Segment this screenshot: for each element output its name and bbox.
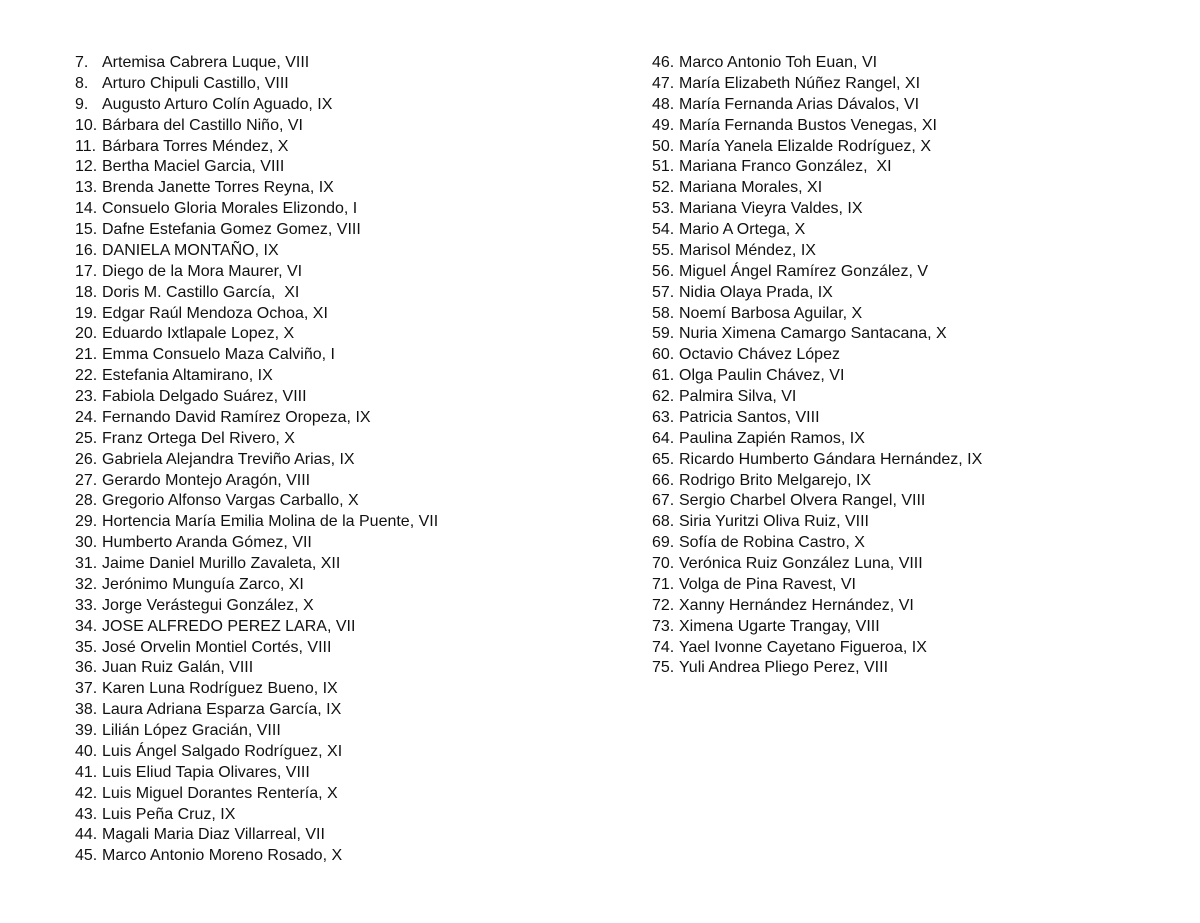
list-item (652, 491, 1172, 512)
list-item-number: 61. (652, 367, 675, 385)
list-item (75, 95, 615, 116)
list-item-name: Consuelo Gloria Morales Elizondo, I (102, 200, 358, 218)
list-item-number: 43. (75, 805, 98, 823)
list-item (75, 554, 615, 575)
list-item-number: 38. (75, 701, 98, 719)
list-item-name: Brenda Janette Torres Reyna, IX (102, 179, 334, 197)
list-item-number: 51. (652, 158, 675, 176)
list-item-name: Estefania Altamirano, IX (102, 367, 273, 385)
list-item (75, 74, 615, 95)
list-item-number: 19. (75, 304, 98, 322)
list-item-name: Humberto Aranda Gómez, VII (102, 534, 312, 552)
list-item-number: 31. (75, 555, 98, 572)
list-item-name: Juan Ruiz Galán, VIII (102, 659, 254, 677)
list-item-number: 65. (652, 450, 675, 468)
list-item (652, 658, 1172, 679)
list-item-name: Mariana Vieyra Valdes, IX (679, 200, 863, 218)
list-item-number: 36. (75, 659, 98, 677)
list-item-number: 26. (75, 450, 98, 468)
list-item-name: Olga Paulin Chávez, VI (679, 367, 845, 385)
list-item (652, 74, 1172, 95)
list-item-name: María Yanela Elizalde Rodríguez, X (679, 137, 931, 155)
list-item (652, 95, 1172, 116)
list-item-number: 62. (652, 388, 675, 405)
list-item-name: Hortencia María Emilia Molina de la Puente, VII (102, 513, 439, 531)
list-item-number: 20. (75, 325, 98, 343)
list-item-name: DANIELA MONTAÑO, IX (102, 241, 279, 259)
list-item-name: Marisol Méndez, IX (679, 241, 816, 259)
list-item (75, 262, 615, 283)
list-item-number: 23. (75, 388, 98, 405)
list-item (75, 324, 615, 345)
list-item-name: Luis Eliud Tapia Olivares, VIII (102, 763, 310, 781)
list-item-number: 73. (652, 617, 675, 635)
list-item-number: 12. (75, 158, 98, 176)
list-item-name: Nidia Olaya Prada, IX (679, 283, 833, 301)
list-item (75, 763, 615, 784)
list-item (75, 241, 615, 262)
list-item (75, 366, 615, 387)
list-item (75, 116, 615, 137)
list-item (652, 324, 1172, 345)
list-item (75, 700, 615, 721)
list-item-number: 63. (652, 408, 675, 426)
list-item-number: 27. (75, 471, 98, 489)
list-item-number: 11. (75, 137, 97, 155)
list-item-number: 53. (652, 200, 675, 218)
list-item-name: José Orvelin Montiel Cortés, VIII (102, 638, 332, 656)
list-item (75, 596, 615, 617)
list-item-name: Mariana Morales, XI (679, 179, 823, 197)
list-item-number: 71. (652, 575, 675, 593)
list-item-name: Magali Maria Diaz Villarreal, VII (102, 826, 325, 844)
list-item-name: Marco Antonio Moreno Rosado, X (102, 847, 343, 865)
list-item (652, 220, 1172, 241)
list-item (652, 283, 1172, 304)
list-item-name: Nuria Ximena Camargo Santacana, X (679, 325, 947, 343)
list-item-name: Jaime Daniel Murillo Zavaleta, XII (102, 555, 341, 572)
list-item-name: Eduardo Ixtlapale Lopez, X (102, 325, 295, 343)
list-item-name: Mariana Franco González, XI (679, 158, 892, 176)
list-item-number: 58. (652, 304, 675, 322)
list-item-number: 66. (652, 471, 675, 489)
list-item-name: María Elizabeth Núñez Rangel, XI (679, 74, 921, 92)
list-item (75, 658, 615, 679)
list-item-name: Emma Consuelo Maza Calviño, I (102, 346, 335, 364)
list-item-name: Doris M. Castillo García, XI (102, 283, 300, 301)
list-item (75, 283, 615, 304)
list-item-name: JOSE ALFREDO PEREZ LARA, VII (102, 617, 356, 635)
list-item (75, 345, 615, 366)
list-item-name: Miguel Ángel Ramírez González, V (679, 262, 928, 280)
list-item (652, 241, 1172, 262)
list-item-number: 72. (652, 596, 675, 614)
list-item (652, 554, 1172, 575)
list-item-name: Siria Yuritzi Oliva Ruiz, VIII (679, 513, 869, 531)
list-item-name: Octavio Chávez López (679, 346, 840, 364)
list-item-number: 9. (75, 95, 89, 113)
list-item-name: Jorge Verástegui González, X (102, 596, 314, 614)
list-item (75, 784, 615, 805)
list-item (652, 53, 1172, 74)
list-item (75, 721, 615, 742)
list-item-name: Fabiola Delgado Suárez, VIII (102, 388, 307, 405)
list-item-name: María Fernanda Arias Dávalos, VI (679, 95, 920, 113)
list-item-name: Mario A Ortega, X (679, 221, 806, 238)
list-item-name: Ricardo Humberto Gándara Hernández, IX (679, 450, 983, 468)
list-item-name: Artemisa Cabrera Luque, VIII (102, 54, 310, 71)
list-item (652, 387, 1172, 408)
list-item-number: 64. (652, 429, 675, 447)
list-item (652, 638, 1172, 659)
list-item (75, 742, 615, 763)
list-item-number: 48. (652, 95, 675, 113)
list-item (75, 512, 615, 533)
list-item-name: Sergio Charbel Olvera Rangel, VIII (679, 492, 926, 510)
list-item-name: Luis Peña Cruz, IX (102, 805, 236, 823)
list-item-name: Luis Miguel Dorantes Rentería, X (102, 784, 338, 802)
list-item-name: Luis Ángel Salgado Rodríguez, XI (102, 742, 343, 760)
list-item-name: Bertha Maciel Garcia, VIII (102, 158, 285, 176)
list-item-number: 33. (75, 596, 98, 614)
list-item-number: 46. (652, 54, 675, 71)
list-item-name: Edgar Raúl Mendoza Ochoa, XI (102, 304, 328, 322)
list-item-number: 47. (652, 74, 675, 92)
list-item (75, 429, 615, 450)
list-item-number: 54. (652, 221, 675, 238)
list-item-number: 34. (75, 617, 98, 635)
list-item-name: Diego de la Mora Maurer, VI (102, 262, 303, 280)
list-item (75, 638, 615, 659)
list-item (652, 199, 1172, 220)
list-item-number: 13. (75, 179, 98, 197)
list-item (652, 533, 1172, 554)
list-item (75, 471, 615, 492)
list-item-name: Augusto Arturo Colín Aguado, IX (102, 95, 333, 113)
list-item (652, 512, 1172, 533)
list-item (652, 408, 1172, 429)
list-item-number: 45. (75, 847, 98, 865)
list-item (75, 304, 615, 325)
list-item-number: 44. (75, 826, 98, 844)
list-item (75, 575, 615, 596)
list-item-name: María Fernanda Bustos Venegas, XI (679, 116, 937, 134)
list-item (75, 617, 615, 638)
list-item-name: Lilián López Gracián, VIII (102, 722, 281, 739)
list-item (652, 345, 1172, 366)
list-item-name: Marco Antonio Toh Euan, VI (679, 54, 878, 71)
list-item-number: 49. (652, 116, 675, 134)
list-item-number: 17. (75, 262, 98, 280)
list-item (75, 199, 615, 220)
list-item-name: Laura Adriana Esparza García, IX (102, 701, 342, 719)
list-item-number: 18. (75, 283, 98, 301)
list-item-number: 21. (75, 346, 98, 364)
list-item (652, 178, 1172, 199)
list-item (75, 387, 615, 408)
list-item (75, 178, 615, 199)
list-item-number: 50. (652, 137, 675, 155)
list-item (75, 137, 615, 158)
list-item (652, 262, 1172, 283)
list-item-number: 40. (75, 742, 98, 760)
list-item-number: 16. (75, 241, 98, 259)
list-item-name: Sofía de Robina Castro, X (679, 534, 865, 552)
list-item (652, 450, 1172, 471)
list-item-number: 28. (75, 492, 98, 510)
list-item (652, 157, 1172, 178)
list-item-name: Franz Ortega Del Rivero, X (102, 429, 295, 447)
list-item-name: Volga de Pina Ravest, VI (679, 575, 856, 593)
list-item-name: Gregorio Alfonso Vargas Carballo, X (102, 492, 359, 510)
list-item-name: Ximena Ugarte Trangay, VIII (679, 617, 880, 635)
list-item-number: 42. (75, 784, 98, 802)
list-item (652, 116, 1172, 137)
list-item-name: Verónica Ruiz González Luna, VIII (679, 555, 923, 572)
list-item (652, 429, 1172, 450)
list-item (652, 575, 1172, 596)
list-item-name: Yael Ivonne Cayetano Figueroa, IX (679, 638, 927, 656)
list-item (75, 679, 615, 700)
list-item-number: 55. (652, 241, 675, 259)
list-item-name: Palmira Silva, VI (679, 388, 797, 405)
list-item (652, 596, 1172, 617)
list-item (75, 491, 615, 512)
list-item-name: Dafne Estefania Gomez Gomez, VIII (102, 221, 361, 238)
list-item-name: Karen Luna Rodríguez Bueno, IX (102, 680, 338, 698)
list-item (652, 304, 1172, 325)
list-item (75, 408, 615, 429)
list-item (75, 157, 615, 178)
name-list-left-column (75, 53, 615, 867)
list-item (652, 137, 1172, 158)
list-item-number: 39. (75, 722, 98, 739)
list-item-name: Arturo Chipuli Castillo, VIII (102, 74, 289, 92)
list-item-number: 67. (652, 492, 675, 510)
list-item-name: Rodrigo Brito Melgarejo, IX (679, 471, 872, 489)
list-item-number: 52. (652, 179, 675, 197)
list-item-number: 30. (75, 534, 98, 552)
list-item-name: Paulina Zapién Ramos, IX (679, 429, 865, 447)
list-item-number: 70. (652, 555, 675, 572)
list-item (75, 450, 615, 471)
list-item-number: 41. (75, 763, 98, 781)
list-item-name: Jerónimo Munguía Zarco, XI (102, 575, 304, 593)
list-item-number: 37. (75, 680, 98, 698)
list-item-number: 59. (652, 325, 675, 343)
list-item-number: 10. (75, 116, 98, 134)
list-item (75, 825, 615, 846)
list-item-number: 32. (75, 575, 98, 593)
list-item-number: 74. (652, 638, 675, 656)
list-item-number: 69. (652, 534, 675, 552)
list-item-number: 56. (652, 262, 675, 280)
list-item (75, 220, 615, 241)
list-item (652, 366, 1172, 387)
list-item-number: 60. (652, 346, 675, 364)
list-item (652, 471, 1172, 492)
list-item-number: 29. (75, 513, 98, 531)
list-item-number: 68. (652, 513, 675, 531)
list-item-number: 25. (75, 429, 98, 447)
list-item (75, 846, 615, 867)
list-item-name: Noemí Barbosa Aguilar, X (679, 304, 863, 322)
list-item-name: Patricia Santos, VIII (679, 408, 820, 426)
list-item (75, 53, 615, 74)
list-item-name: Xanny Hernández Hernández, VI (679, 596, 914, 614)
list-item (652, 617, 1172, 638)
list-item-number: 24. (75, 408, 98, 426)
list-item-name: Yuli Andrea Pliego Perez, VIII (679, 659, 889, 677)
list-item-name: Bárbara Torres Méndez, X (102, 137, 289, 155)
list-item-number: 75. (652, 659, 675, 677)
list-item-number: 15. (75, 221, 98, 238)
list-item-number: 14. (75, 200, 98, 218)
list-item-number: 35. (75, 638, 98, 656)
list-item-name: Gerardo Montejo Aragón, VIII (102, 471, 311, 489)
list-item-name: Gabriela Alejandra Treviño Arias, IX (102, 450, 355, 468)
list-item-number: 8. (75, 74, 89, 92)
list-item-name: Bárbara del Castillo Niño, VI (102, 116, 303, 134)
list-item-name: Fernando David Ramírez Oropeza, IX (102, 408, 371, 426)
list-item-number: 22. (75, 367, 98, 385)
list-item (75, 805, 615, 826)
list-item-number: 57. (652, 283, 675, 301)
name-list-right-column (652, 53, 1172, 679)
list-item (75, 533, 615, 554)
list-item-number: 7. (75, 54, 89, 71)
